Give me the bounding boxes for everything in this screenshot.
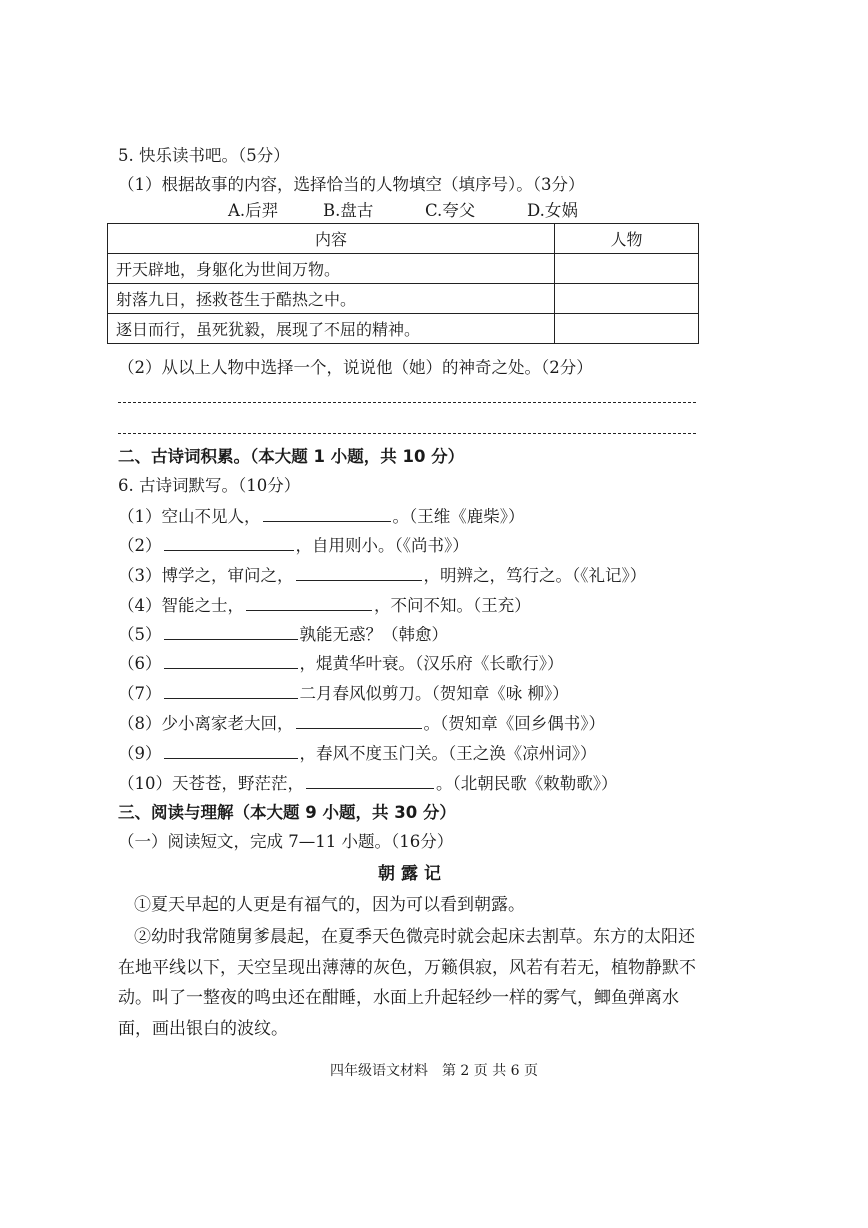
fill-blank[interactable] xyxy=(164,650,298,669)
fill-blank[interactable] xyxy=(164,740,298,759)
table-cell-content: 射落九日，拯救苍生于酷热之中。 xyxy=(108,284,555,314)
option-c: C.夸父 xyxy=(425,201,476,220)
table-cell-answer[interactable] xyxy=(555,254,699,284)
table-header-person: 人物 xyxy=(555,224,699,254)
table-header-content: 内容 xyxy=(108,224,555,254)
item-text-after: 。（北朝民歌《敕勒歌》） xyxy=(436,774,618,793)
fill-blank[interactable] xyxy=(164,532,294,551)
table-cell-answer[interactable] xyxy=(555,284,699,314)
item-text-after: ，春风不度玉门关。（王之涣《凉州词》） xyxy=(299,744,597,763)
article-title: 朝露记 xyxy=(378,864,447,884)
item-number: （6） xyxy=(118,654,162,673)
table-row xyxy=(108,284,699,314)
section2-heading: 二、古诗词积累。（本大题 1 小题，共 10 分） xyxy=(118,447,465,466)
item-text-after: 。（王维《鹿柴》） xyxy=(392,507,525,526)
table-row xyxy=(108,254,699,284)
item-text-after: ，焜黄华叶衰。（汉乐府《长歌行》） xyxy=(299,654,564,673)
item-number: （5） xyxy=(118,625,162,644)
poem-item-10 xyxy=(118,770,618,797)
fill-blank[interactable] xyxy=(246,592,372,611)
option-d: D.女娲 xyxy=(527,201,578,220)
section3-sub1: （一）阅读短文，完成 7—11 小题。（16分） xyxy=(118,832,454,851)
q5-table xyxy=(107,223,699,344)
item-number: （4） xyxy=(118,596,162,615)
fill-blank[interactable] xyxy=(164,680,298,699)
fill-blank[interactable] xyxy=(296,562,422,581)
item-text-after: 二月春风似剪刀。（贺知章《咏 柳》） xyxy=(299,684,569,703)
item-text-after: ，不问不知。（王充） xyxy=(374,596,531,615)
poem-item-5 xyxy=(118,621,448,648)
item-number: （3） xyxy=(118,566,162,585)
item-number: （2） xyxy=(118,536,162,555)
q5-sub2: （2）从以上人物中选择一个，说说他（她）的神奇之处。（2分） xyxy=(118,358,593,377)
item-text-after: 孰能无惑？（韩愈） xyxy=(299,625,448,644)
item-text-after: ，自用则小。（《尚书》） xyxy=(295,536,469,555)
item-text-before: 天苍苍，野茫茫， xyxy=(172,774,304,793)
poem-item-8 xyxy=(118,710,605,737)
item-number: （10） xyxy=(118,774,172,793)
item-number: （8） xyxy=(118,714,162,733)
poem-item-9 xyxy=(118,740,597,767)
poem-item-3 xyxy=(118,562,646,589)
item-text-after: 。（贺知章《回乡偶书》） xyxy=(423,714,605,733)
article-paragraph-1: ①夏天早起的人更是有福气的，因为可以看到朝露。 xyxy=(134,895,525,915)
poem-item-1 xyxy=(118,503,525,530)
page-footer: 四年级语文材料 第 2 页 共 6 页 xyxy=(329,1063,539,1079)
answer-line-2[interactable] xyxy=(118,433,696,434)
section3-heading: 三、阅读与理解（本大题 9 小题，共 30 分） xyxy=(118,803,456,822)
article-paragraph-2: ②幼时我常随舅爹晨起，在夏季天色微亮时就会起床去割草。东方的太阳还在地平线以下，天空呈现出薄薄的灰色，万籁俱寂，风若有若无，植物静默不动。叫了一整夜的鸣虫还在酣睡，水面上升起轻纱一样的雾气，鲫鱼弹离水面，画出银白的波纹。 xyxy=(118,927,696,1039)
table-cell-content: 逐日而行，虽死犹毅，展现了不屈的精神。 xyxy=(108,314,555,344)
item-number: （1） xyxy=(118,507,162,526)
option-b: B.盘古 xyxy=(323,201,374,220)
answer-line-1[interactable] xyxy=(118,402,696,403)
option-a: A.后羿 xyxy=(228,201,279,220)
fill-blank[interactable] xyxy=(164,621,298,640)
table-cell-content: 开天辟地，身躯化为世间万物。 xyxy=(108,254,555,284)
poem-item-4 xyxy=(118,592,531,619)
table-row xyxy=(108,314,699,344)
fill-blank[interactable] xyxy=(296,710,422,729)
poem-item-2 xyxy=(118,532,469,559)
item-number: （7） xyxy=(118,684,162,703)
poem-item-7 xyxy=(118,680,569,707)
q5-heading: 5. 快乐读书吧。（5分） xyxy=(118,146,290,165)
item-text-after: ，明辨之，笃行之。（《礼记》） xyxy=(423,566,647,585)
item-text-before: 空山不见人， xyxy=(161,507,261,526)
item-text-before: 少小离家老大回， xyxy=(161,714,294,733)
q5-sub1: （1）根据故事的内容，选择恰当的人物填空（填序号）。（3分） xyxy=(118,175,585,194)
item-text-before: 博学之，审问之， xyxy=(161,566,294,585)
item-number: （9） xyxy=(118,744,162,763)
fill-blank[interactable] xyxy=(263,503,391,522)
item-text-before: 智能之士， xyxy=(161,596,244,615)
fill-blank[interactable] xyxy=(306,770,434,789)
poem-item-6 xyxy=(118,650,564,677)
table-cell-answer[interactable] xyxy=(555,314,699,344)
q6-heading: 6. 古诗词默写。（10分） xyxy=(118,476,301,495)
